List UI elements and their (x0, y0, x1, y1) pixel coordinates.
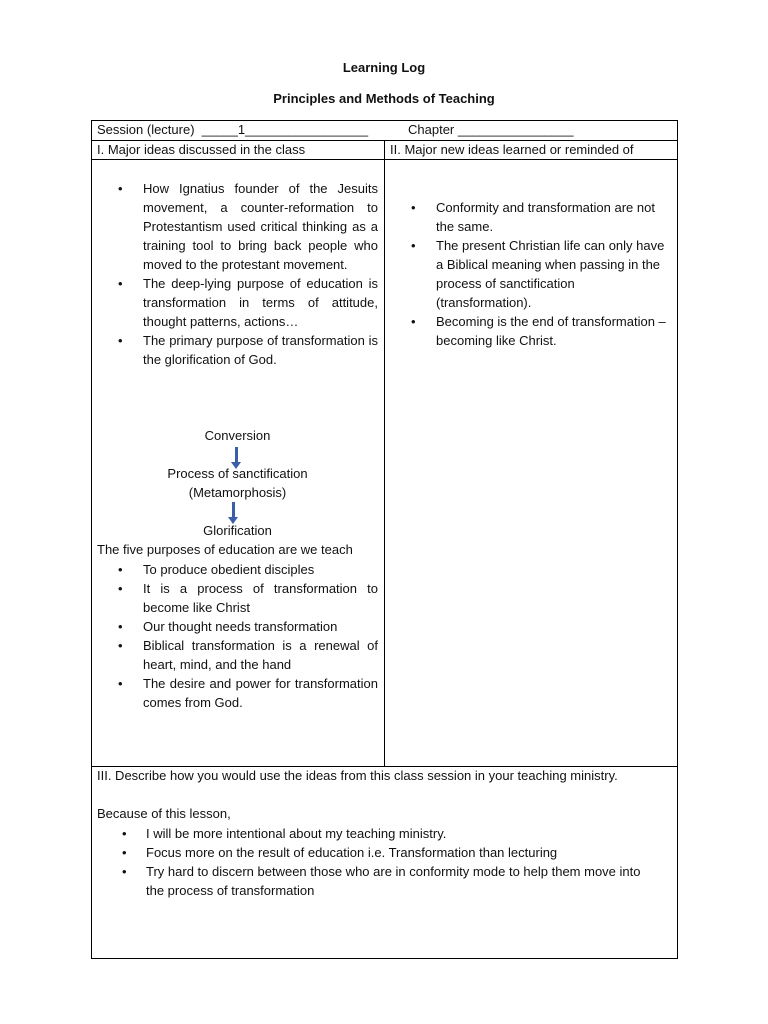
list-item: • It is a process of transformation to become like Christ (97, 579, 378, 617)
list-item: • Becoming is the end of transformation – becoming like Christ. (390, 312, 672, 350)
list-item: • Focus more on the result of education i.e. Transformation than lecturing (101, 843, 661, 862)
col2-heading: II. Major new ideas learned or reminded of (390, 142, 634, 157)
col1-heading: I. Major ideas discussed in the class (97, 142, 306, 157)
flow-step-sanctification: Process of sanctification (167, 466, 308, 481)
list-item: • How Ignatius founder of the Jesuits movement, a counter-reformation to Protestantism used critical thinking as a training tool to bring back people who moved to the protestant movement. (97, 179, 378, 274)
list-item: • The primary purpose of transformation is the glorification of God. (97, 331, 378, 369)
purposes-intro: The five purposes of education are we teach (97, 542, 353, 557)
arrow-down-icon (235, 447, 238, 463)
list-item: • Conformity and transformation are not the same. (390, 198, 672, 236)
page-title: Learning Log (342, 60, 426, 75)
list-item: • The desire and power for transformation comes from God. (97, 674, 378, 712)
col1-bullet-list (97, 179, 378, 369)
section3-intro: Because of this lesson, (97, 806, 231, 821)
table-border-bottom (91, 958, 678, 959)
list-item: • To produce obedient disciples (97, 560, 378, 579)
list-item: • The present Christian life can only have a Biblical meaning when passing in the process of sanctification (transformation). (390, 236, 672, 312)
session-field: Session (lecture) _____1_________________ (97, 122, 369, 137)
list-item: • Our thought needs transformation (97, 617, 378, 636)
section3-heading: III. Describe how you would use the ideas from this class session in your teaching ministry. (97, 768, 618, 783)
arrow-down-icon (232, 502, 235, 518)
table-border-left (91, 120, 92, 959)
flow-step-conversion: Conversion (204, 428, 271, 443)
section3-bullet-list (101, 824, 661, 900)
table-border-right (677, 120, 678, 959)
list-item: • The deep-lying purpose of education is transformation in terms of attitude, thought patterns, actions… (97, 274, 378, 331)
list-item: • I will be more intentional about my teaching ministry. (101, 824, 661, 843)
page-subtitle: Principles and Methods of Teaching (273, 91, 495, 106)
list-item: • Try hard to discern between those who are in conformity mode to help them move into the process of transformation (101, 862, 661, 900)
table-border-top (91, 120, 678, 121)
flow-step-metamorphosis: (Metamorphosis) (188, 485, 287, 500)
list-item: • Biblical transformation is a renewal of heart, mind, and the hand (97, 636, 378, 674)
flow-step-glorification: Glorification (203, 523, 272, 538)
table-column-divider (384, 140, 385, 767)
purposes-list (97, 560, 378, 712)
col2-bullet-list (390, 198, 672, 350)
chapter-field: Chapter ________________ (408, 122, 574, 137)
